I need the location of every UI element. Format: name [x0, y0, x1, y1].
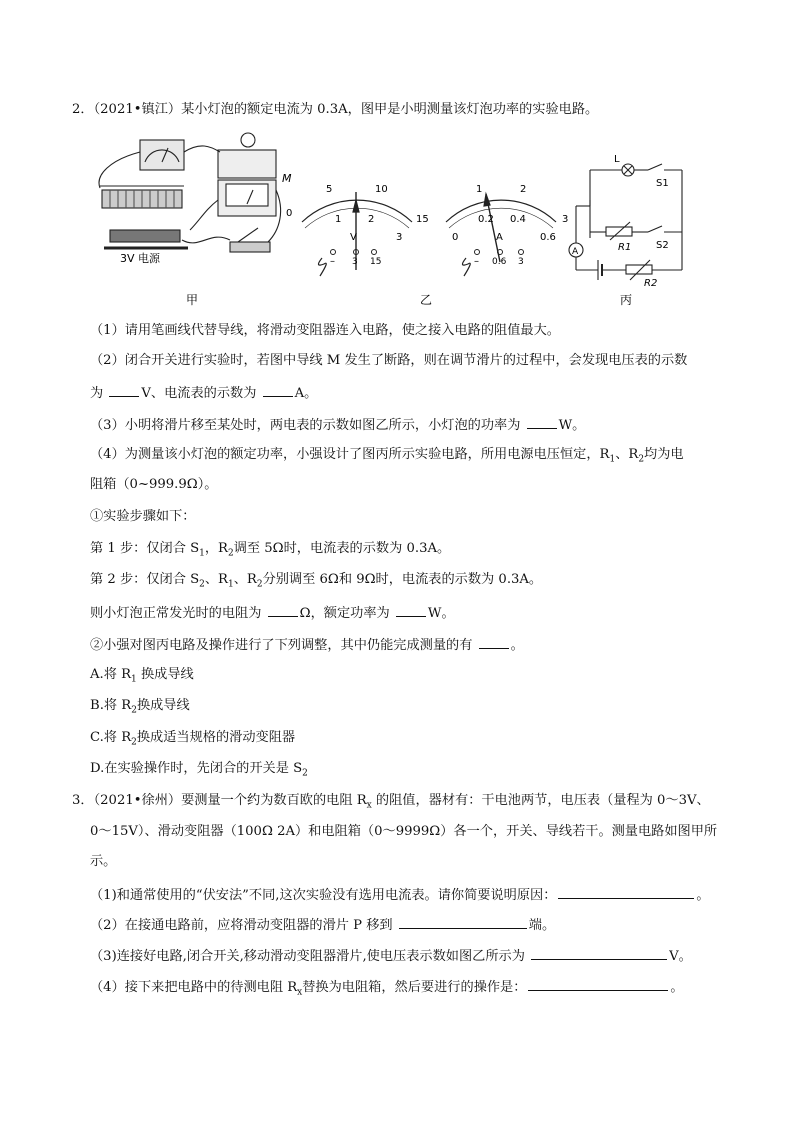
volt-term-15: 15 [370, 257, 382, 267]
q2-part4-post: 均为电 [644, 447, 684, 462]
q3-blank-reason[interactable] [558, 884, 694, 899]
amp-tick-0.2: 0.2 [478, 214, 494, 225]
figure-label-jia: 甲 [186, 293, 199, 307]
q2-blank-power[interactable] [527, 414, 557, 429]
result-mid: Ω，额定功率为 [299, 606, 394, 621]
figure-wire-label: M [282, 172, 292, 185]
q3-stem-post: 的阻值，器材有：干电池两节，电压表（量程为 0～3V、 [371, 793, 710, 808]
amp-term-3: 3 [518, 257, 524, 267]
volt-tick-10: 10 [375, 184, 388, 195]
amp-symbol: A [496, 232, 503, 243]
option-a-pre: A.将 R [90, 667, 132, 682]
volt-term-neg: – [330, 256, 335, 267]
volt-tick-2: 2 [368, 214, 375, 225]
q2-blank-resistance[interactable] [268, 602, 298, 617]
sub: x [366, 800, 372, 811]
q2-part2-mid: V、电流表的示数为 [141, 386, 261, 401]
sub: 2 [302, 768, 308, 779]
q2-blank-voltage[interactable] [109, 382, 139, 397]
step1-pre: 第 1 步：仅闭合 S [90, 541, 200, 556]
figure-label-yi: 乙 [420, 293, 433, 307]
volt-tick-3: 3 [396, 232, 403, 243]
q2-blank-rated-power[interactable] [396, 602, 426, 617]
step2-post: 分别调至 6Ω和 9Ω时，电流表的示数为 0.3A。 [262, 572, 543, 587]
q2-part4-line1 [90, 446, 684, 469]
q3-number: 3． [72, 793, 94, 808]
q2-step2 [90, 571, 542, 594]
figure-label-bing: 丙 [620, 293, 633, 307]
adjust-pre: ②小强对图丙电路及操作进行了下列调整，其中仍能完成测量的有 [90, 638, 477, 653]
q2-part2-post: A。 [294, 386, 318, 401]
amp-tick-0.6: 0.6 [540, 232, 556, 243]
q2-part4-line2: 阻箱（0~999.9Ω）。 [90, 477, 218, 492]
step2-pre: 第 2 步：仅闭合 S [90, 572, 200, 587]
circuit-label-R2: R2 [644, 278, 658, 289]
q3-blank-operation[interactable] [528, 976, 668, 991]
q2-part2-pre: 为 [90, 386, 108, 401]
circuit-label-R1: R1 [618, 242, 632, 253]
q3-part1-post: 。 [696, 888, 710, 903]
sub: 2 [256, 579, 263, 590]
q3-part4-mid: 替换为电阻箱，然后要进行的操作是： [302, 980, 527, 995]
volt-tick-15: 15 [416, 214, 429, 225]
circuit-label-A: A [572, 247, 579, 257]
q2-blank-choice[interactable] [479, 634, 509, 649]
q2-part2-line1: （2）闭合开关进行实验时，若图中导线 M 发生了断路，则在调节滑片的过程中，会发现电压表的示数 [90, 353, 688, 368]
volt-symbol: V [350, 232, 357, 243]
option-a-post: 换成导线 [136, 667, 194, 682]
step1-post: 调至 5Ω时，电流表的示数为 0.3A。 [233, 541, 451, 556]
q2-option-a [90, 666, 194, 689]
option-b-pre: B.将 R [90, 698, 132, 713]
sub: 1 [227, 579, 234, 590]
sub: 2 [638, 454, 645, 465]
q3-part2-post: 端。 [528, 918, 556, 933]
q2-part4-mid: 、R [615, 447, 639, 462]
sub: 2 [131, 705, 137, 716]
volt-term-3: 3 [352, 257, 358, 267]
q3-stem-line1 [72, 792, 710, 815]
step2-mid1: 、R [204, 572, 228, 587]
q2-part3-pre: （3）小明将滑片移至某处时，两电表的示数如图乙所示，小灯泡的功率为 [90, 418, 525, 433]
result-post: W。 [427, 606, 455, 621]
q2-option-b [90, 697, 190, 720]
q2-steps-title: ①实验步骤如下： [90, 509, 196, 524]
q2-part1: （1）请用笔画线代替导线，将滑动变阻器连入电路，使之接入电路的阻值最大。 [90, 323, 560, 338]
figure-power-label: 3V 电源 [120, 252, 161, 265]
amp-tick-3: 3 [562, 214, 569, 225]
q3-stem-line2: 0～15V）、滑动变阻器（100Ω 2A）和电阻箱（0～9999Ω）各一个，开关、导线若干。测量电路如图甲所 [90, 824, 718, 839]
q3-blank-voltage[interactable] [531, 945, 667, 960]
sub: 2 [199, 579, 205, 590]
circuit-label-S1: S1 [656, 178, 669, 189]
q3-source: （2021•徐州） [93, 793, 182, 808]
adjust-post: 。 [510, 638, 524, 653]
amp-term-neg: – [474, 256, 479, 267]
figure-jia-apparatus [99, 133, 281, 252]
amp-tick-1: 1 [476, 184, 483, 195]
q3-blank-slider-position[interactable] [399, 914, 527, 929]
q3-part2 [90, 914, 555, 935]
sub: 2 [131, 737, 137, 748]
volt-tick-0: 0 [286, 208, 293, 219]
q2-option-c [90, 729, 295, 752]
q2-part4-text: （4）为测量该小灯泡的额定功率，小强设计了图丙所示实验电路，所用电源电压恒定，R [90, 447, 610, 462]
q2-stem [72, 101, 598, 119]
q3-part3-pre: （3)连接好电路,闭合开关,移动滑动变阻器滑片,使电压表示数如图乙所示为 [90, 949, 530, 964]
sub: x [297, 987, 303, 998]
q2-stem-text: 某小灯泡的额定电流为 0.3A，图甲是小明测量该灯泡功率的实验电路。 [181, 102, 599, 117]
option-d-pre: D.在实验操作时，先闭合的开关是 S [90, 761, 303, 776]
amp-tick-0: 0 [452, 232, 459, 243]
q2-part3 [90, 414, 585, 435]
volt-tick-5: 5 [326, 184, 333, 195]
q3-part1-pre: （1)和通常使用的“伏安法”不同,这次实验没有选用电流表。请你简要说明原因： [90, 888, 557, 903]
sub: 1 [199, 548, 205, 559]
circuit-label-L: L [614, 154, 620, 165]
q2-result [90, 602, 455, 623]
q2-option-d [90, 760, 308, 783]
step1-mid: ，R [204, 541, 228, 556]
option-c-pre: C.将 R [90, 730, 132, 745]
sub: 1 [131, 674, 137, 685]
q3-part4-end: 。 [670, 980, 684, 995]
q3-stem-line3: 示。 [90, 854, 117, 869]
q2-step1 [90, 540, 450, 563]
q3-part4-pre: （4）接下来把电路中的待测电阻 R [90, 980, 298, 995]
result-pre: 则小灯泡正常发光时的电阻为 [90, 606, 266, 621]
circuit-label-S2: S2 [656, 240, 669, 251]
q2-source: （2021•镇江） [93, 102, 182, 117]
q3-part4 [90, 976, 684, 1002]
option-b-post: 换成导线 [136, 698, 190, 713]
sub: 2 [227, 548, 234, 559]
amp-tick-0.4: 0.4 [510, 214, 526, 225]
volt-tick-1: 1 [335, 214, 342, 225]
q3-part3 [90, 945, 692, 966]
q2-blank-current[interactable] [263, 382, 293, 397]
q2-part2-line2 [90, 382, 317, 403]
amp-tick-2: 2 [520, 184, 527, 195]
sub: 1 [609, 454, 616, 465]
amp-term-0.6: 0.6 [492, 257, 507, 267]
q3-stem-pre: 要测量一个约为数百欧的电阻 R [181, 793, 367, 808]
q2-part3-post: W。 [558, 418, 586, 433]
option-c-post: 换成适当规格的滑动变阻器 [136, 730, 296, 745]
q2-number: 2． [72, 102, 94, 117]
q2-adjust [90, 634, 524, 655]
step2-mid2: 、R [233, 572, 257, 587]
q3-part1 [90, 884, 710, 905]
q3-part3-post: V。 [669, 949, 692, 964]
q3-part2-pre: （2）在接通电路前，应将滑动变阻器的滑片 P 移到 [90, 918, 397, 933]
q2-figure [90, 130, 700, 310]
